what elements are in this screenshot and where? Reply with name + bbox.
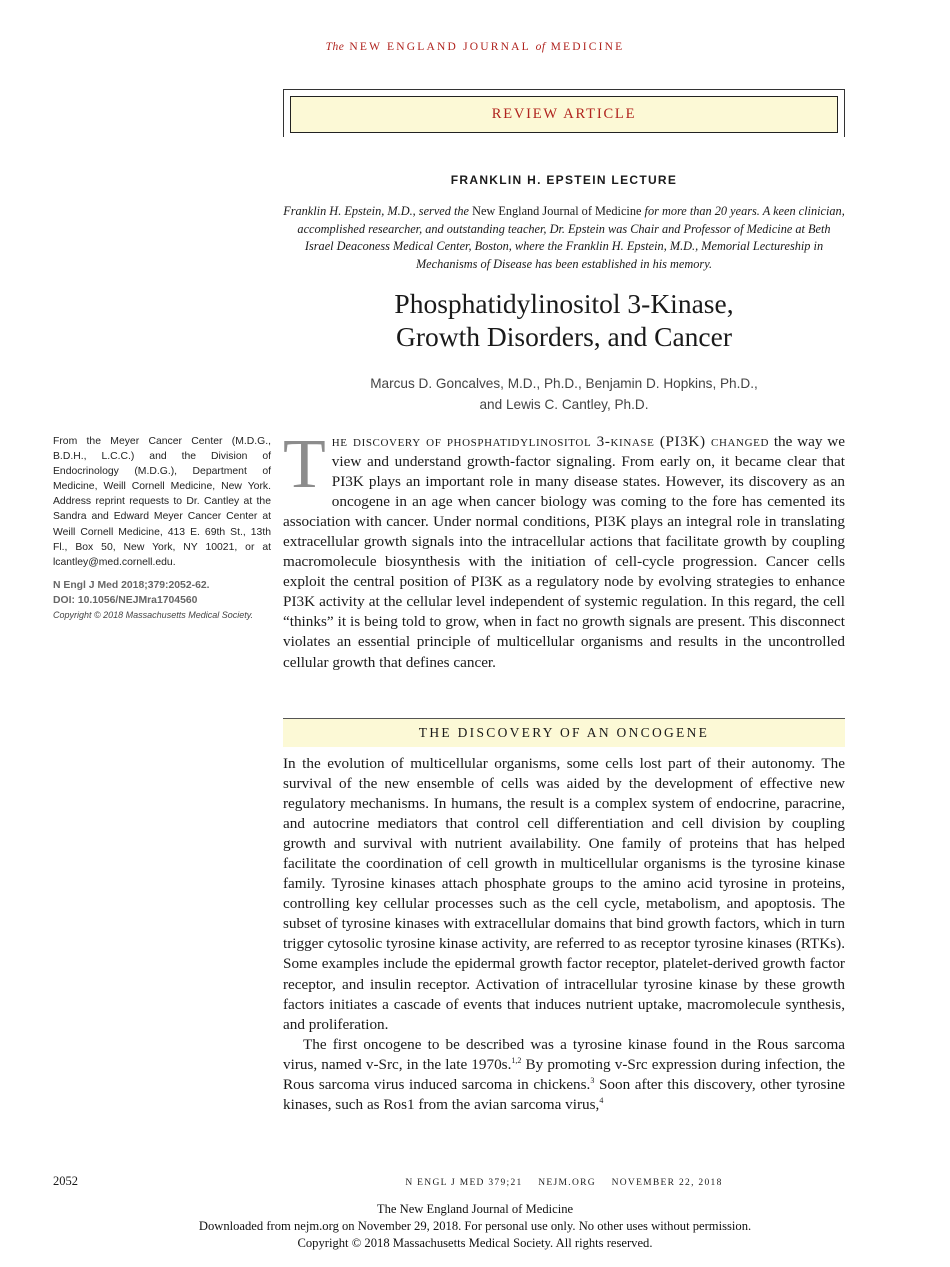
author-list <box>283 373 845 415</box>
doi-link[interactable]: DOI: 10.1056/NEJMra1704560 <box>53 594 198 606</box>
article-title <box>283 287 845 353</box>
intro-lead-in: he discovery of phosphatidylinositol 3-kinase (PI3K) changed <box>331 433 770 450</box>
download-notice <box>0 1201 950 1251</box>
running-head-journal: NEW ENGLAND JOURNAL <box>349 41 531 53</box>
reference-3[interactable]: 3 <box>590 1075 595 1085</box>
p2-text-b: By promoting v-Src expression during infection, the Rous sarcoma virus induced sarcoma in chickens. <box>283 1055 846 1093</box>
sidebar-copyright: Copyright © 2018 Massachusetts Medical Society. <box>53 610 254 621</box>
download-notice-journal: The New England Journal of Medicine <box>376 1202 574 1216</box>
p2-text-a: The first oncogene to be described was a tyrosine kinase found in the Rous sarcoma virus, named v-Src, in the late 1970s. <box>283 1035 845 1073</box>
title-line-2: Growth Disorders, and Cancer <box>395 321 732 352</box>
citation <box>53 578 271 608</box>
lecture-note-part2: for more than 20 years. A keen clinician, accomplished researcher, and outstanding teacher, Dr. Epstein was Chair and Professor of Medicine at Beth Israel Deaconess Medical Center, Boston, where the Franklin H. Epstein, M.D., Memorial Lectureship in Mechanisms of Disease has been established in his memory. <box>297 204 845 271</box>
intro-text: the way we view and understand growth-factor signaling. From early on, it became clear that PI3K plays an important role in many disease states. However, its discovery as an oncogene in an age when cancer biology was coming to the fore has cemented its association with cancer. Under normal conditions, PI3K plays an integral role in translating extracellular growth signals into the intracellular actions that facilitate growth by coupling macromolecule biosynthesis with the initiation of cell-cycle progression. Cancer cells exploit the central position of PI3K as a regulatory node by evolving strategies to enhance PI3K activity at the cellular level independent of systemic regulation. In this regard, the cell “thinks” it is being told to grow, when in fact no growth signals are present. This disconnect violates an essential principle of multicellular organisms and results in the uncontrolled cellular growth that defines cancer. <box>283 433 845 671</box>
article-type-label: REVIEW ARTICLE <box>290 96 838 133</box>
article-type-frame <box>283 89 845 137</box>
authors-line-1: Marcus D. Goncalves, M.D., Ph.D., Benjamin D. Hopkins, Ph.D., <box>370 376 758 391</box>
drop-cap: T <box>283 426 326 503</box>
intro-paragraph <box>283 426 845 673</box>
author-affiliation: From the Meyer Cancer Center (M.D.G., B.D.H., L.C.C.) and the Division of Endocrinology (M.D.G.), Department of Medicine, Weill Cornell Medicine, New York. Address reprint requests to Dr. Cantley at the Sandra and Edward Meyer Cancer Center at Weill Cornell Medicine, 413 E. 69th St., 13th Fl., Box 50, New York, NY 10021, or at lcantley@med.cornell.edu. <box>53 436 271 568</box>
running-head <box>0 41 950 53</box>
citation-reference: N Engl J Med 2018;379:2052-62. <box>53 579 210 591</box>
download-notice-copyright: Copyright © 2018 Massachusetts Medical Society. All rights reserved. <box>297 1235 653 1250</box>
section-paragraph-2 <box>283 1035 845 1115</box>
sidebar-notes <box>53 434 271 623</box>
lecture-title: FRANKLIN H. EPSTEIN LECTURE <box>450 173 678 187</box>
running-head-medicine: MEDICINE <box>550 41 625 53</box>
p2-text-c: Soon after this discovery, other tyrosine kinases, such as Ros1 from the avian sarcoma virus, <box>283 1075 846 1113</box>
running-head-the: The <box>325 41 345 53</box>
section-paragraph-1: In the evolution of multicellular organisms, some cells lost part of their autonomy. The survival of the new ensemble of cells was aided by the development of effective new regulatory mechanisms. In humans, the result is a complex system of endocrine, paracrine, and autocrine mediators that control cell differentiation and cell division by coupling growth and survival with nutrient availability. One family of proteins that has helped facilitate the coordination of cell growth in multicellular organisms is the tyrosine kinase family. Tyrosine kinases attach phosphate groups to the amino acid tyrosine in proteins, controlling key cellular processes such as the cell cycle, metabolism, and apoptosis. The subset of tyrosine kinases with extracellular domains that bind growth factors, which in turn trigger cytosolic tyrosine kinase activity, are referred to as receptor tyrosine kinases (RTKs). Some examples include the epidermal growth factor receptor, platelet-derived growth factor receptor, and insulin receptor. Activation of intracellular tyrosine kinase by these growth factors initiates a cascade of events that induces nutrient uptake, macromolecule synthesis, and proliferation. <box>283 755 845 1033</box>
section-heading: THE DISCOVERY OF AN ONCOGENE <box>283 718 845 747</box>
footer-site: NEJM.ORG <box>538 1178 596 1188</box>
lecture-note-part1: Franklin H. Epstein, M.D., served the <box>283 204 473 218</box>
footer-journal-ref: N ENGL J MED 379;21 <box>405 1178 523 1188</box>
section-body <box>283 754 845 1115</box>
lecture-note-journal: New England Journal of Medicine <box>472 204 642 218</box>
page-number: 2052 <box>53 1174 78 1188</box>
reference-1-2[interactable]: 1,2 <box>511 1055 522 1065</box>
authors-line-2: and Lewis C. Cantley, Ph.D. <box>479 397 649 412</box>
footer-journal-info <box>283 1178 845 1188</box>
reference-4[interactable]: 4 <box>599 1095 604 1105</box>
lecture-note <box>283 203 845 273</box>
title-line-1: Phosphatidylinositol 3-Kinase, <box>394 288 734 319</box>
download-notice-usage: Downloaded from nejm.org on November 29, 2018. For personal use only. No other uses without permission. <box>198 1218 752 1233</box>
footer-date: NOVEMBER 22, 2018 <box>611 1178 723 1188</box>
running-head-of: of <box>535 41 546 53</box>
